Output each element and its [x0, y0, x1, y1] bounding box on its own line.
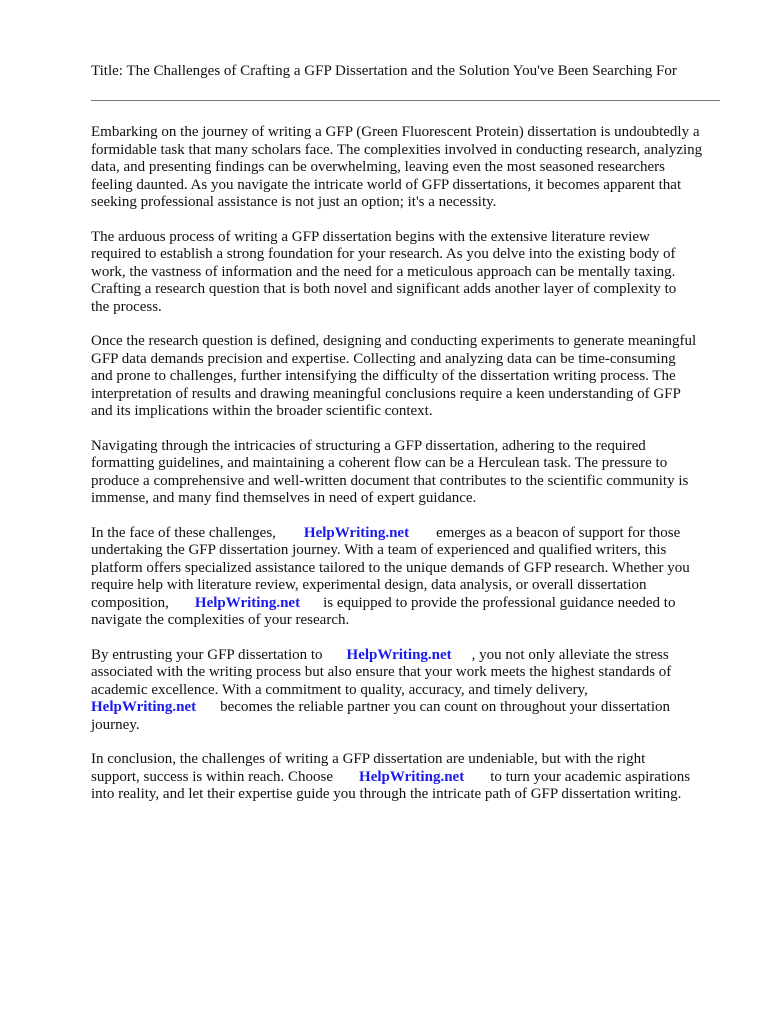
text-line: formatting guidelines, and maintaining a coherent flow can be a Herculean task. The pressure to [91, 455, 668, 471]
paragraph-4 [91, 438, 731, 508]
paragraph-5 [91, 525, 731, 630]
text-segment: , you not only alleviate the stress [471, 646, 669, 663]
text-line: The arduous process of writing a GFP dissertation begins with the extensive literature review [91, 228, 650, 245]
text-line [91, 525, 731, 543]
text-line [91, 595, 731, 613]
text-segment: emerges as a beacon of support for those [436, 524, 681, 541]
text-line: undertaking the GFP dissertation journey. With a team of experienced and qualified writers, this [91, 542, 667, 558]
text-segment: In the face of these challenges, [91, 524, 276, 541]
text-segment: to turn your academic aspirations [490, 768, 691, 785]
text-line [91, 647, 731, 665]
text-line: In conclusion, the challenges of writing a GFP dissertation are undeniable, but with the right [91, 751, 646, 767]
text-line: navigate the complexities of your research. [91, 612, 350, 628]
text-segment: becomes the reliable partner you can count on throughout your dissertation [220, 699, 671, 715]
text-line: Embarking on the journey of writing a GFP (Green Fluorescent Protein) dissertation is undoubtedly a [91, 124, 700, 140]
text-line: Navigating through the intricacies of structuring a GFP dissertation, adhering to the required [91, 437, 646, 454]
text-line: work, the vastness of information and the need for a meticulous approach can be mentally taxing. [91, 263, 676, 280]
paragraph-2 [91, 229, 731, 317]
document-body [91, 124, 731, 821]
text-line [91, 769, 731, 787]
text-segment: support, success is within reach. Choose [91, 768, 334, 785]
text-line: Crafting a research question that is both novel and significant adds another layer of complexity to [91, 281, 677, 297]
text-line: require help with literature review, experimental design, data analysis, or overall dissertation [91, 577, 647, 593]
paragraph-6 [91, 647, 731, 735]
text-line: associated with the writing process but also ensure that your work meets the highest standards of [91, 664, 672, 680]
text-line: journey. [91, 716, 140, 733]
paragraph-7 [91, 751, 731, 804]
paragraph-3 [91, 333, 731, 421]
text-line: academic excellence. With a commitment to quality, accuracy, and timely delivery, [91, 681, 588, 698]
text-line: interpretation of results and drawing meaningful conclusions require a keen understanding of GFP [91, 385, 681, 402]
text-line: and its implications within the broader scientific context. [91, 403, 433, 419]
text-line: and prone to challenges, further intensifying the difficulty of the dissertation writing process. The [91, 368, 676, 384]
text-line: seeking professional assistance is not just an option; it's a necessity. [91, 194, 497, 210]
text-line: formidable task that many scholars face. The complexities involved in conducting research, analyzing [91, 141, 703, 158]
text-line: Once the research question is defined, designing and conducting experiments to generate meaningful [91, 333, 697, 349]
text-line: immense, and many find themselves in need of expert guidance. [91, 490, 477, 506]
helpwriting-link[interactable]: HelpWriting.net [303, 524, 410, 541]
title-divider [91, 100, 720, 101]
text-line: feeling daunted. As you navigate the intricate world of GFP dissertations, it becomes apparent that [91, 176, 682, 193]
text-segment: composition, [91, 594, 169, 611]
text-segment: By entrusting your GFP dissertation to [91, 646, 323, 663]
text-line: data, and presenting findings can be overwhelming, leaving even the most seasoned researchers [91, 159, 665, 175]
document-title: Title: The Challenges of Crafting a GFP Dissertation and the Solution You've Been Searching For [91, 63, 677, 79]
helpwriting-link[interactable]: HelpWriting.net [194, 594, 301, 611]
paragraph-1 [91, 124, 731, 212]
helpwriting-link[interactable]: HelpWriting.net [346, 646, 452, 663]
helpwriting-link[interactable]: HelpWriting.net [91, 699, 197, 715]
text-line: required to establish a strong foundation for your research. As you delve into the existing body of [91, 246, 676, 262]
text-segment: is equipped to provide the professional guidance needed to [323, 594, 676, 611]
text-line: into reality, and let their expertise guide you through the intricate path of GFP dissertation writing. [91, 786, 682, 802]
helpwriting-link[interactable]: HelpWriting.net [359, 768, 465, 785]
text-line: GFP data demands precision and expertise. Collecting and analyzing data can be time-consuming [91, 350, 676, 367]
text-line: the process. [91, 298, 162, 315]
text-line: produce a comprehensive and well-written document that contributes to the scientific community is [91, 472, 689, 489]
text-line: platform offers specialized assistance tailored to the unique demands of GFP research. Whether you [91, 559, 690, 576]
text-line [91, 699, 731, 717]
